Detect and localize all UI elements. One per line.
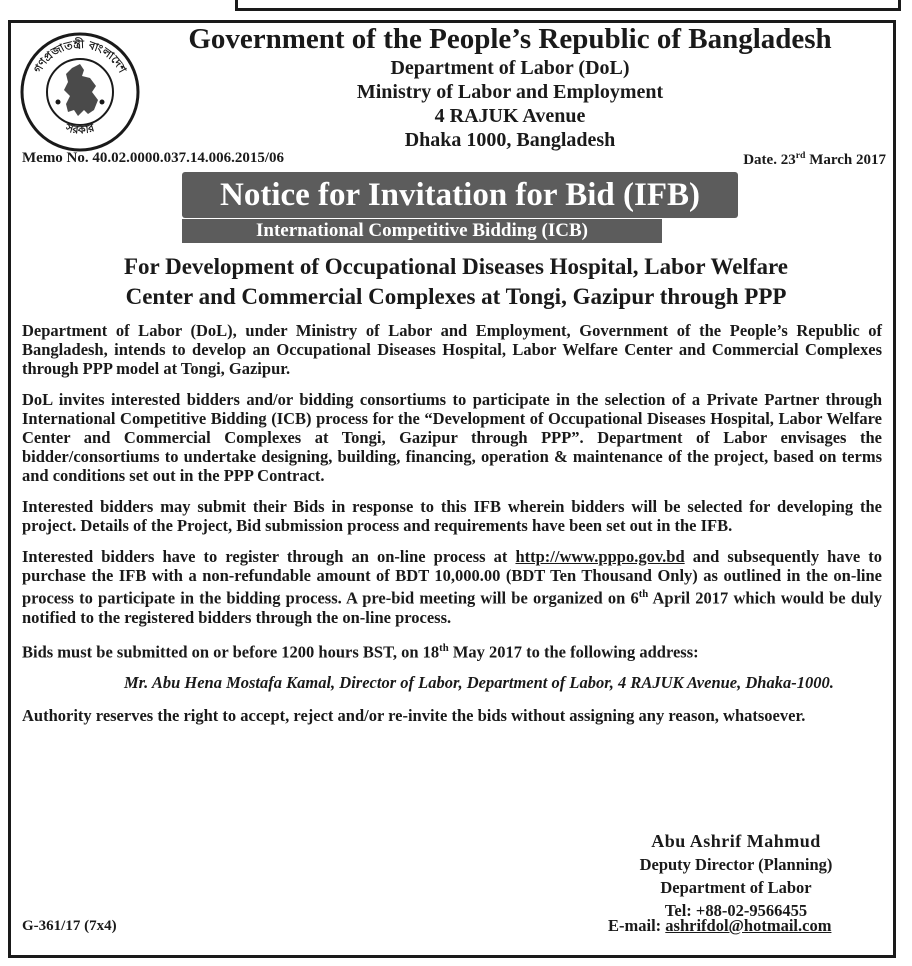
registration-link[interactable]: http://www.pppo.gov.bd: [515, 547, 685, 566]
paragraph-authority: Authority reserves the right to accept, reject and/or re-invite the bids without assigning any reason, whatsoever.: [22, 706, 806, 725]
notice-body: [22, 321, 882, 735]
subject-line-1: For Development of Occupational Diseases Hospital, Labor Welfare: [124, 254, 788, 279]
email-link[interactable]: ashrifdol@hotmail.com: [665, 916, 832, 935]
signatory-email-line: E-mail: ashrifdol@hotmail.com: [608, 916, 832, 935]
city-address: Dhaka 1000, Bangladesh: [404, 129, 616, 151]
paragraph-intro: Department of Labor (DoL), under Ministry of Labor and Employment, Government of the People’s Republic of Bangladesh, intends to develop an Occupational Diseases Hospital, Labor Welfare Center and Commercial Complexes through PPP model at Tongi, Gazipur.: [22, 321, 882, 378]
header: [150, 22, 870, 152]
icb-subtitle-banner: International Competitive Bidding (ICB): [182, 219, 662, 243]
project-subject: [30, 252, 882, 312]
signatory-designation: Deputy Director (Planning): [639, 855, 833, 874]
signature-block: [600, 830, 872, 922]
paragraph-invitation: DoL invites interested bidders and/or bidding consortiums to participate in the selection of a Private Partner through International Competitive Bidding (ICB) process for the “Development of Occupational Diseases Hospital, Labor Welfare Center and Commercial Complexes at Tongi, Gazipur through PPP”. Department of Labor envisages the bidder/consortiums to undertake designing, building, financing, operation & maintenance of the project, based on terms and conditions set out in the PPP Contract.: [22, 390, 882, 485]
svg-text:সরকার: [63, 121, 96, 137]
signatory-telephone: Tel: +88-02-9566455: [664, 901, 808, 920]
street-address: 4 RAJUK Avenue: [434, 105, 586, 127]
seal-text-bottom: সরকার: [64, 121, 96, 137]
government-title: Government of the People’s Republic of Bangladesh: [188, 23, 832, 55]
paragraph-submission: Interested bidders may submit their Bids in response to this IFB wherein bidders will be selected for developing the project. Details of the Project, Bid submission process and requirements have been set out in the IFB.: [22, 497, 882, 535]
notice-date: Date. 23rd March 2017: [743, 150, 886, 168]
signatory-organization: Department of Labor: [660, 878, 812, 897]
paragraph-deadline: Bids must be submitted on or before 1200 hours BST, on 18th May 2017 to the following address:: [22, 641, 699, 661]
advertisement-reference: G-361/17 (7x4): [22, 918, 117, 934]
memo-number: Memo No. 40.02.0000.037.14.006.2015/06: [22, 150, 285, 166]
seal-text-top: গণপ্রজাতন্ত্রী বাংলাদেশ: [31, 37, 129, 76]
previous-ad-border: [235, 0, 901, 11]
subject-line-2: Center and Commercial Complexes at Tongi, Gazipur through PPP: [125, 284, 787, 309]
submission-address: Mr. Abu Hena Mostafa Kamal, Director of Labor, Department of Labor, 4 RAJUK Avenue, Dhaka-1000.: [124, 673, 834, 692]
government-seal-icon: [18, 30, 142, 154]
paragraph-registration: Interested bidders have to register through an on-line process at http://www.pppo.gov.bd and subsequently have to purchase the IFB with a non-refundable amount of BDT 10,000.00 (BDT Ten Thousand Only) as outlined in the on-line process to participate in the bidding process. A pre-bid meeting will be organized on 6th April 2017 which would be duly notified to the registered bidders through the on-line process.: [22, 547, 882, 627]
signatory-name: Abu Ashrif Mahmud: [651, 831, 821, 851]
ministry-name: Ministry of Labor and Employment: [356, 81, 664, 103]
notice-title-banner: Notice for Invitation for Bid (IFB): [182, 172, 738, 218]
department-name: Department of Labor (DoL): [390, 57, 630, 79]
